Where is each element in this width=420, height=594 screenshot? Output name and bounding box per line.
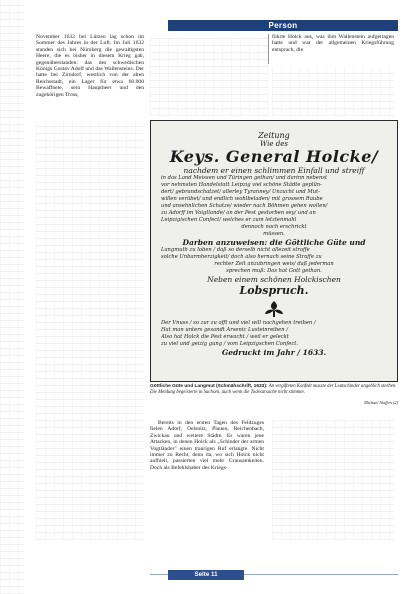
pamphlet-line: Wie des <box>260 140 288 148</box>
right-column-text <box>272 34 394 64</box>
page-number: Seite 11 <box>194 571 218 578</box>
section-header-bar <box>168 20 398 31</box>
pamphlet-line: zu viel und geizig gung / vom Leipzigschen Confect. <box>161 341 298 347</box>
left-column-text <box>36 34 144 114</box>
pamphlet-line: nachdem er einen schlimmen Einfall und streiff <box>183 166 365 175</box>
right-column-bottom-blank-area <box>272 420 394 540</box>
photo-credit: Michael Stöffen (2) <box>364 400 398 405</box>
left-margin-hatch <box>0 0 24 594</box>
middle-column-paragraph: Bereits in den ersten Tagen des Feldzuges fielen Adorf, Oelsnitz, Plauen, Reichenbach, Zwickau und weitere Städte. Es waren jene Attacken, in denen Holck als „Schinder der armen Vogtländer" einen traurigen Ruf erlangte. Nicht immer zu Recht, denn da, wo sich Holck nicht aufhielt, passierten viel mehr Grausamkeiten. Doch als Befehlshaber des Kriegs- <box>150 420 264 471</box>
right-column-blank-area <box>272 68 394 116</box>
right-column-paragraph: führte Holck aus, was ihm Wallenstein aufgetragen hatte und war der allgemeinen Kriegsführung entsprach, die <box>272 34 394 53</box>
pamphlet-headline: Keys. General Holcke/ <box>169 148 379 166</box>
page-number-bar <box>168 570 244 580</box>
fleur-ornament-icon <box>264 300 284 318</box>
pamphlet-line: sprechen muß: Das hat Gott gethan. <box>226 268 322 274</box>
pamphlet-line: dennoch noch erschrickt <box>241 224 307 230</box>
figure-caption <box>150 384 398 395</box>
pamphlet-subheadline: Lobspruch. <box>239 284 309 297</box>
pamphlet-line: Der Vnuss / so zur zu offt und viel will nachgehen treiben / <box>161 320 316 326</box>
pamphlet-line: willen verübet/ und endlich wohlbeladen/ mit grossem Raube <box>161 196 323 202</box>
pamphlet-line: Leipzigischen Confect/ welches er zum letztenmahl <box>161 217 297 223</box>
middle-column-blank-area <box>150 38 268 116</box>
caption-title: Göttliche Güte und Langmut (Schmähschrift, 1633): <box>150 384 268 389</box>
historic-pamphlet-image <box>150 120 398 382</box>
pamphlet-line: Hat man unters gesandt Arsenic Lusteinreiben / <box>161 327 288 333</box>
pamphlet-line: rechter Zeit anzubringen weis/ daß jederman <box>214 261 334 267</box>
column-divider <box>268 34 269 64</box>
pamphlet-imprint: Gedruckt im Jahr / 1633. <box>221 348 327 357</box>
pamphlet-line: müssen. <box>263 231 285 237</box>
left-column-paragraph: November 1632 bei Lützen lag schon im Sommer des Jahres in der Luft. Im Juli 1632 standen sich bei Nürnberg die gewaltigsten Heere, die es bisher in diesem Krieg gab, gegenüberstanden: das des schwedischen Königs Gustav Adolf und das Wallensteins. Der hatte bei Zirndorf, westlich von der alten Reichsstadt, ein Lager für etwa 60.000 Bewaffnete, sein Hauptheer und den zugehörigen Tross, <box>36 34 144 98</box>
pamphlet-line: Langmuth zu loben / daß so derselb nicht allezeit straffe <box>161 247 310 253</box>
pamphlet-line: in das Land Meissen und Türingen gethan/ und darinn nebenst <box>161 175 328 181</box>
section-title: Person <box>268 21 298 30</box>
pamphlet-line: zu Adorff im Voigtlande/ an der Pest gestorben sey/ und an <box>161 210 316 216</box>
pamphlet-line: Neben einem schönen Holckischen <box>207 275 341 284</box>
pamphlet-line: Zeitung <box>258 131 290 140</box>
left-column-blank-area <box>36 120 144 540</box>
middle-column-text <box>150 420 264 540</box>
pamphlet-text <box>161 131 387 357</box>
pamphlet-line: solche Unbarmherzigkeit/ doch also hernach seine Straffe zu <box>161 254 322 260</box>
pamphlet-line: und ansehnlichen Schatze/ wieder nach Böhmen gehen wollen/ <box>161 203 328 209</box>
pamphlet-line: Also hat Holck die Pest erwacht / weil er geleckt <box>161 334 289 340</box>
pamphlet-line: dert/ gebrandschatzet/ allerley Tyranney/ Unzucht und Mut- <box>161 189 320 195</box>
pamphlet-line: Darben anzuweisen: die Göttliche Güte und <box>182 238 366 247</box>
caption-text: An vergifteten Konfekt musste der Leutschinder angeblich sterben. Die Meldung begeisterte in Sachsen, auch wenn die Todesursache nicht stimmte. <box>150 384 397 395</box>
pamphlet-line: vor nehmsten Handelstatt Leipzig viel schöne Städte geplün- <box>161 182 322 188</box>
